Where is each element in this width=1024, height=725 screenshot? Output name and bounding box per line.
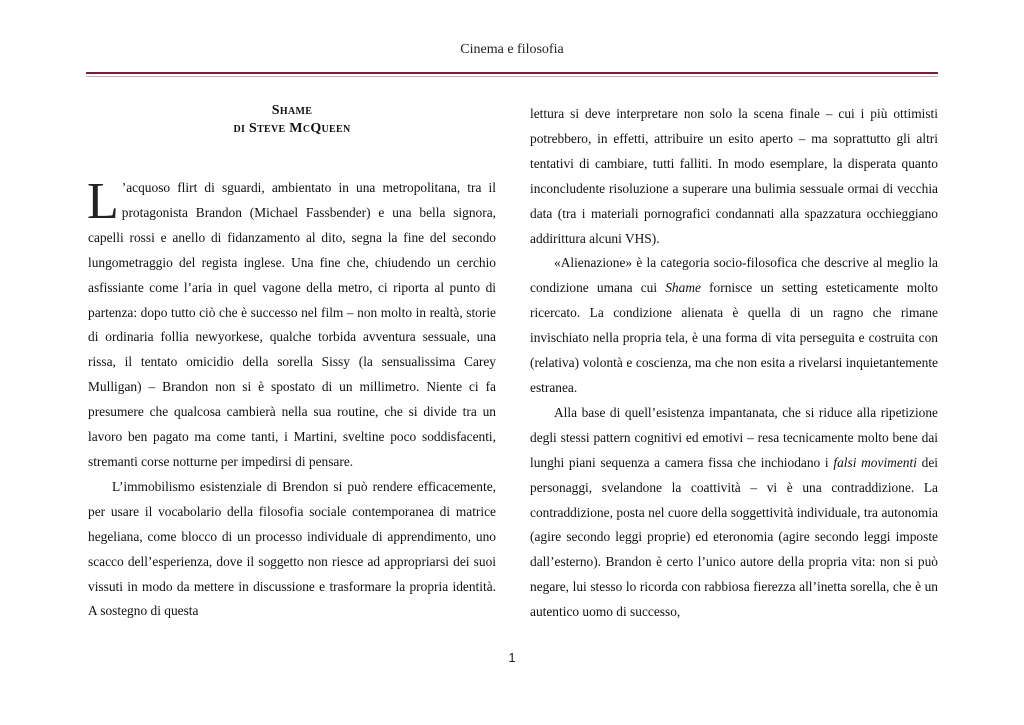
header-rule xyxy=(86,72,938,74)
paragraph-3 xyxy=(530,251,938,400)
paragraph-4-text-b: dei personaggi, svelandone la coattività – vi è una contraddizione. La contraddizione, posta nel cuore della soggettività individuale, tra autonomia (agire secondo leggi proprie) ed eteronomia (agire secondo leggi imposte dall’esterno). Brandon è certo l’unico autore della propria vita: non si può negare, lui stesso lo ricorda con rabbiosa fierezza all’inetta sorella, che è un autentico uomo di successo, xyxy=(530,454,938,620)
paragraph-3-text-a: «Alienazione» è la categoria socio-filosofica che descrive al meglio la condizione umana cui xyxy=(530,255,938,296)
paragraph-1-text: ’acquoso flirt di sguardi, ambientato in una metropolitana, tra il protagonista Brandon (Michael Fassbender) e una bella signora, capelli rossi e anello di fidanzamento al dito, segna la fine del secondo lungometraggio del regista inglese. Una fine che, chiudendo un cerchio asfissiante come l’aria in quel vagone della metro, ci riporta al punto di partenza: dopo tutto ciò che è successo nel film – non molto in realtà, storie di ordinaria follia newyorkese, qualche torbida avventura sessuale, una rissa, il tentato omicidio della sorella Sissy (la sensualissima Carey Mulligan) – Brandon non si è spostato di un millimetro. Niente ci fa presumere che qualcosa cambierà nella sua routine, che si divide tra un lavoro ben pagato ma come tanti, i Martini, sveltine poco soddisfacenti, stremanti corse notturne per impedirsi di pensare. xyxy=(88,180,496,469)
paragraph-2-continued: lettura si deve interpretare non solo la scena finale – cui i più ottimisti potrebbero, in effetti, attribuire un esito aperto – ma soprattutto gli altri tentativi di cambiare, tutti falliti. In modo esemplare, la disperata quanto inconcludente risoluzione a superare una bulimia sessuale ormai di vecchia data (tra i materiali pornografici condannati alla spazzatura occhieggiano addirittura alcuni VHS). xyxy=(530,106,938,246)
paragraph-4 xyxy=(530,401,938,625)
paragraph-3-text-b: fornisce un setting esteticamente molto ricercato. La condizione alienata è quella di un ragno che rimane invischiato nella propria tela, è una forma di vita perseguita e costruita con (relativa) volontà e coscienza, ma che non esita a rivelarsi inquietantemente estranea. xyxy=(530,280,938,395)
article-subtitle: di Steve McQueen xyxy=(233,121,351,136)
article-title-main: Shame xyxy=(271,103,313,118)
drop-cap: L xyxy=(87,173,119,230)
header-rule-secondary xyxy=(86,76,938,77)
left-column xyxy=(88,102,496,624)
article-title-block xyxy=(88,102,496,138)
paragraph-1 xyxy=(87,173,496,475)
article-title xyxy=(88,102,496,138)
false-movements-italic: falsi movimenti xyxy=(833,454,917,470)
running-header: Cinema e filosofia xyxy=(460,42,564,57)
right-column xyxy=(530,102,938,625)
paragraph-2: L’immobilismo esistenziale di Brendon si può rendere efficacemente, per usare il vocabolario della filosofia sociale contemporanea di matrice hegeliana, come blocco di un processo individuale di apprendimento, uno scacco dell’esperienza, dove il soggetto non riesce ad appropriarsi dei suoi vissuti in modo da mettere in discussione e trasformare la propria identità. A sostegno di questa xyxy=(88,478,496,619)
paragraph-4-text-a: Alla base di quell’esistenza impantanata, che si riduce alla ripetizione degli stessi pattern cognitivi ed emotivi – resa tecnicamente molto bene dai lunghi piani sequenza a camera fissa che inchiodano i xyxy=(530,404,938,470)
page-number: 1 xyxy=(508,650,516,665)
film-title-italic: Shame xyxy=(665,280,701,296)
